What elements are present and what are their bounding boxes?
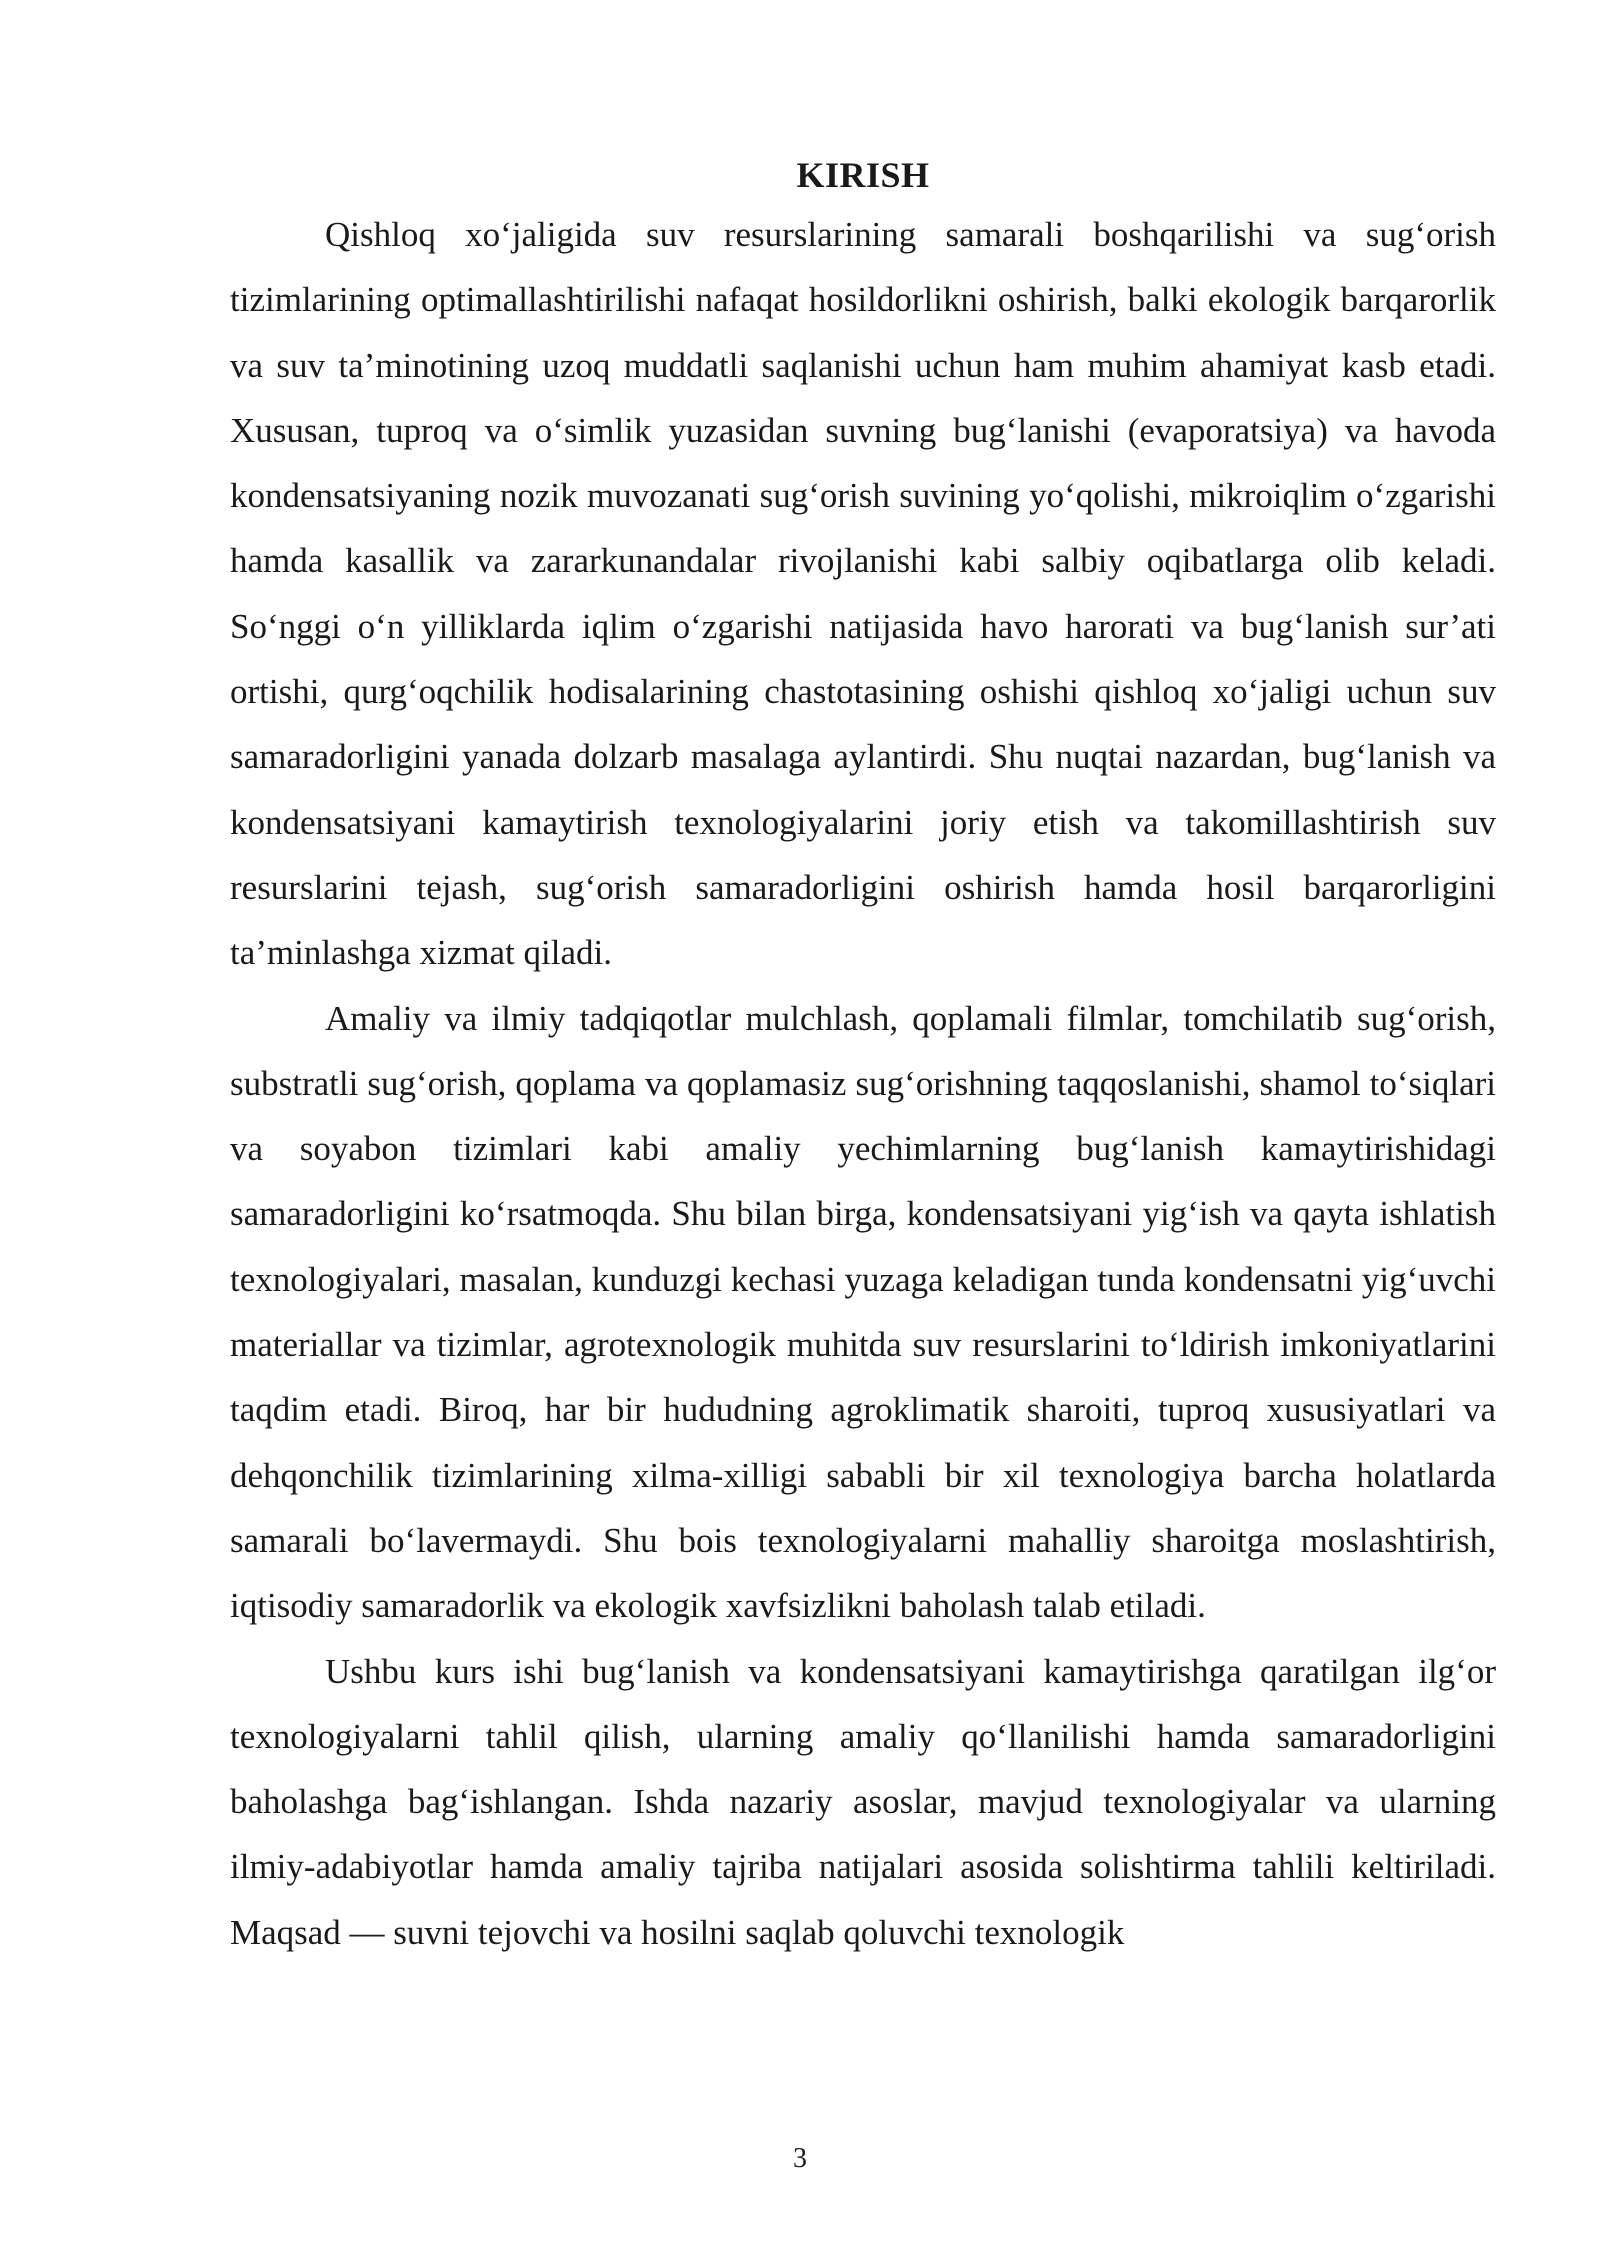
page-number: 3 (793, 2143, 807, 2174)
paragraph-1: Qishloq xo‘jaligida suv resurslarining samarali boshqarilishi va sug‘orish tizimlarining optimallashtirilishi nafaqat hosildorlikni oshirish, balki ekologik barqarorlik va suv ta’minotining uzoq muddatli saqlanishi uchun ham muhim ahamiyat kasb etadi. Xususan, tuproq va o‘simlik yuzasidan suvning bug‘lanishi (evaporatsiya) va havoda kondensatsiyaning nozik muvozanati sug‘orish suvining yo‘qolishi, mikroiqlim o‘zgarishi hamda kasallik va zararkunandalar rivojlanishi kabi salbiy oqibatlarga olib keladi. So‘nggi o‘n yilliklarda iqlim o‘zgarishi natijasida havo harorati va bug‘lanish sur’ati ortishi, qurg‘oqchilik hodisalarining chastotasining oshishi qishloq xo‘jaligi uchun suv samaradorligini yanada dolzarb masalaga aylantirdi. Shu nuqtai nazardan, bug‘lanish va kondensatsiyani kamaytirish texnologiyalarini joriy etish va takomillashtirish suv resurslarini tejash, sug‘orish samaradorligini oshirish hamda hosil barqarorligini ta’minlashga xizmat qiladi. (230, 215, 1496, 973)
page-body (230, 150, 1496, 1965)
paragraph-3: Ushbu kurs ishi bug‘lanish va kondensatsiyani kamaytirishga qaratilgan ilg‘or texnologiyalarni tahlil qilish, ularning amaliy qo‘llanilishi hamda samaradorligini baholashga bag‘ishlangan. Ishda nazariy asoslar, mavjud texnologiyalar va ularning ilmiy-adabiyotlar hamda amaliy tajriba natijalari asosida solishtirma tahlili keltiriladi. Maqsad — suvni tejovchi va hosilni saqlab qoluvchi texnologik (230, 1651, 1496, 1952)
section-heading: KIRISH (796, 155, 930, 195)
paragraph-2: Amaliy va ilmiy tadqiqotlar mulchlash, qoplamali filmlar, tomchilatib sug‘orish, substratli sug‘orish, qoplama va qoplamasiz sug‘orishning taqqoslanishi, shamol to‘siqlari va soyabon tizimlari kabi amaliy yechimlarning bug‘lanish kamaytirishidagi samaradorligini ko‘rsatmoqda. Shu bilan birga, kondensatsiyani yig‘ish va qayta ishlatish texnologiyalari, masalan, kunduzgi kechasi yuzaga keladigan tunda kondensatni yig‘uvchi materiallar va tizimlar, agrotexnologik muhitda suv resurslarini to‘ldirish imkoniyatlarini taqdim etadi. Biroq, har bir hududning agroklimatik sharoiti, tuproq xususiyatlari va dehqonchilik tizimlarining xilma-xilligi sababli bir xil texnologiya barcha holatlarda samarali bo‘lavermaydi. Shu bois texnologiyalarni mahalliy sharoitga moslashtirish, iqtisodiy samaradorlik va ekologik xavfsizlikni baholash talab etiladi. (230, 998, 1496, 1626)
